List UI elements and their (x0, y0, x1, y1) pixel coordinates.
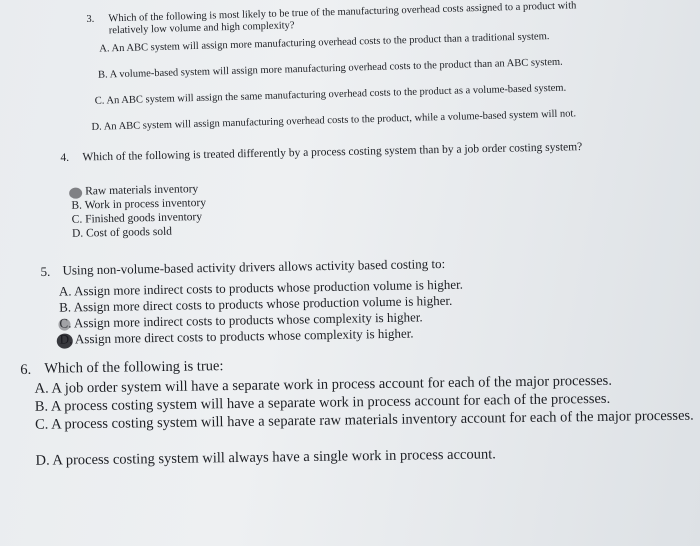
option-d[interactable] (72, 226, 172, 240)
option-a[interactable] (71, 183, 198, 198)
option-text: Assign more direct costs to products whose production volume is higher. (73, 292, 453, 315)
option-letter: B. (59, 299, 72, 315)
question-number: 3. (86, 13, 95, 25)
question-number: 6. (20, 361, 32, 378)
option-c[interactable] (95, 82, 595, 107)
option-letter: C. (94, 95, 105, 107)
option-d[interactable] (35, 445, 695, 469)
question-text: Using non-volume-based activity drivers allows activity based costing to: (62, 255, 446, 278)
option-letter: A. (34, 380, 49, 397)
option-text: A process costing system will have a separate raw materials inventory account for each of the major processes. (51, 407, 694, 433)
option-letter: A. (99, 43, 110, 55)
option-c[interactable] (72, 211, 203, 226)
option-text: An ABC system will assign the same manufacturing overhead costs to the product as a volume-based system. (106, 82, 567, 107)
option-letter: B. (71, 199, 83, 212)
option-letter: C. (34, 416, 49, 433)
option-text: Assign more indirect costs to products whose complexity is higher. (73, 309, 423, 331)
option-text: A process costing system will always have a single work in process account. (52, 446, 496, 469)
option-text: An ABC system will assign manufacturing overhead costs to the product, while a volume-based system will not. (103, 108, 577, 133)
question-number: 5. (40, 263, 51, 279)
option-letter: D. (71, 227, 84, 240)
pencil-mark-icon (69, 188, 82, 199)
option-text: Cost of goods sold (85, 225, 173, 240)
option-b[interactable] (71, 197, 206, 212)
option-letter: D. (35, 452, 50, 469)
option-text: A job order system will have a separate work in process account for each of the major processes. (51, 372, 613, 397)
option-b[interactable] (98, 56, 598, 81)
option-letter: C. (59, 315, 72, 331)
option-text: An ABC system will assign more manufacturing overhead costs to the product than a traditional system. (111, 31, 550, 55)
option-letter: B. (34, 398, 49, 415)
option-text: Raw materials inventory (85, 183, 199, 198)
question-3 (86, 0, 626, 133)
option-text: Assign more direct costs to products whose complexity is higher. (74, 325, 414, 347)
option-text: Work in process inventory (84, 196, 207, 212)
option-d[interactable] (91, 108, 601, 133)
question-text: Which of the following is true: (44, 358, 224, 377)
option-letter: B. (97, 69, 108, 81)
question-number: 4. (60, 151, 70, 164)
option-text: A volume-based system will assign more manufacturing overhead costs to the product than an ABC system. (109, 56, 563, 81)
option-text: Finished goods inventory (85, 211, 203, 226)
question-text: Which of the following is most likely to be true of the manufacturing overhead costs assigned to a product with relatively low volume and high complexity? (108, 0, 577, 36)
option-letter: D. (91, 121, 102, 133)
option-text: Assign more indirect costs to products whose production volume is higher. (73, 276, 464, 299)
option-letter: A. (58, 283, 72, 299)
question-text: Which of the following is treated differently by a process costing system than by a job order costing system? (82, 141, 583, 164)
option-letter: C. (71, 213, 83, 226)
option-text: A process costing system will have a separate work in process account for each of the processes. (50, 390, 611, 415)
